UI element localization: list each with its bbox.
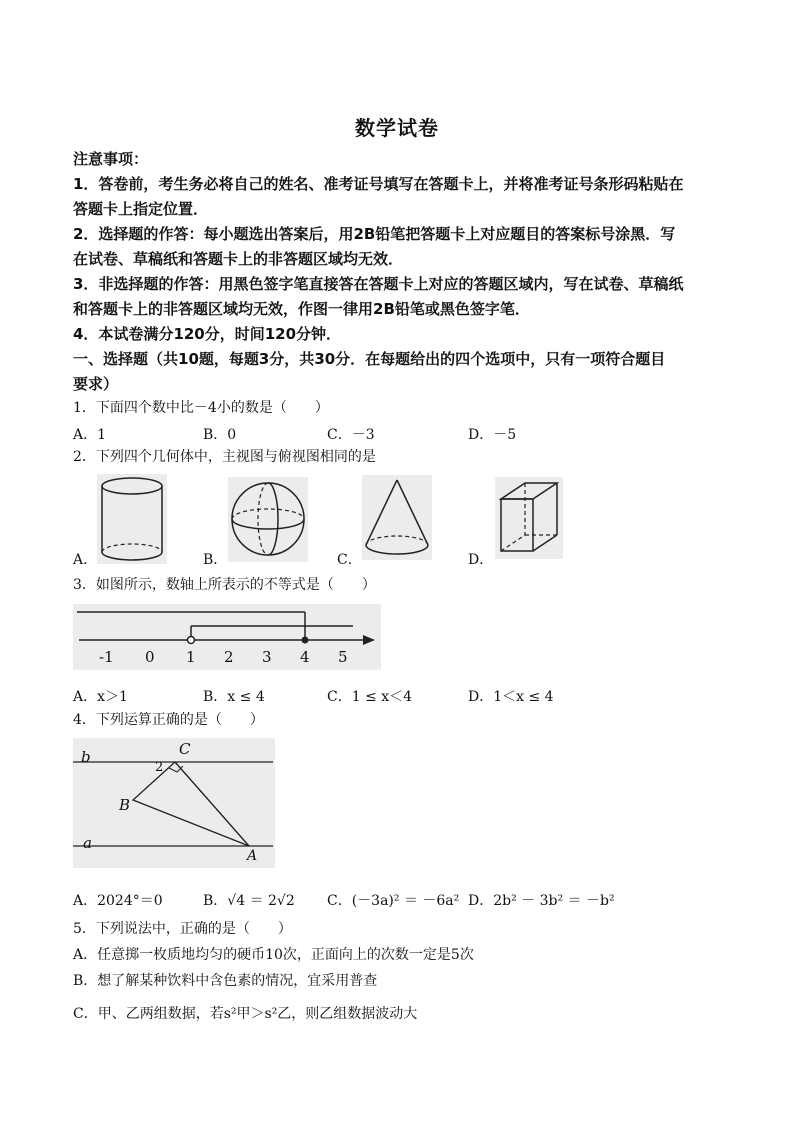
notice-line-3: 2．选择题的作答：每小题选出答案后，用2B铅笔把答题卡上对应题目的答案标号涂黑．写 xyxy=(73,225,676,243)
q4-option-d: D．2b² － 3b² ＝ －b² xyxy=(468,893,615,909)
label-b-vertex: B xyxy=(119,796,131,814)
triangle-figure xyxy=(73,738,275,868)
notice-line-4: 在试卷、草稿纸和答题卡上的非答题区域均无效． xyxy=(73,250,404,268)
q1-option-c: C．－3 xyxy=(327,427,375,443)
section-heading-line-2: 要求） xyxy=(73,375,119,393)
q4-option-b: B．√4 ＝ 2√2 xyxy=(203,893,295,909)
axis-tick-label: 0 xyxy=(145,648,155,666)
q2-option-b: B． xyxy=(203,552,228,568)
page-title: 数学试卷 xyxy=(355,116,439,140)
q2-stem: 2．下列四个几何体中，主视图与俯视图相同的是 xyxy=(73,449,376,465)
q1-option-d: D．－5 xyxy=(468,427,517,443)
q4-stem: 4．下列运算正确的是（ ） xyxy=(73,712,264,728)
axis-tick-label: 3 xyxy=(262,648,272,666)
axis-tick-label: 4 xyxy=(300,648,310,666)
label-a-line: a xyxy=(83,834,92,852)
q3-option-a: A．x＞1 xyxy=(73,689,128,705)
sphere-icon xyxy=(228,477,308,562)
q1-option-b: B．0 xyxy=(203,427,237,443)
axis-tick-label: 5 xyxy=(338,648,348,666)
cylinder-icon xyxy=(97,474,167,564)
q2-option-c: C． xyxy=(337,552,362,568)
q5-option-c: C．甲、乙两组数据，若s²甲＞s²乙，则乙组数据波动大 xyxy=(73,1006,418,1022)
notice-heading: 注意事项： xyxy=(73,150,149,168)
q3-option-b: B．x ≤ 4 xyxy=(203,689,265,705)
q5-stem: 5．下列说法中，正确的是（ ） xyxy=(73,921,292,937)
notice-line-1: 1．答卷前，考生务必将自己的姓名、准考证号填写在答题卡上，并将准考证号条形码粘贴在 xyxy=(73,175,684,193)
q4-option-a: A．2024°＝0 xyxy=(73,893,163,909)
notice-line-5: 3．非选择题的作答：用黑色签字笔直接答在答题卡上对应的答题区域内，写在试卷、草稿纸 xyxy=(73,275,684,293)
number-line-figure xyxy=(73,604,381,670)
notice-line-7: 4．本试卷满分120分，时间120分钟． xyxy=(73,325,342,343)
label-angle-2: 2 xyxy=(155,760,164,775)
axis-tick-label: 2 xyxy=(224,648,234,666)
notice-line-6: 和答题卡上的非答题区域均无效，作图一律用2B铅笔或黑色签字笔． xyxy=(73,300,530,318)
q3-stem: 3．如图所示，数轴上所表示的不等式是（ ） xyxy=(73,577,376,593)
q5-option-a: A．任意掷一枚质地均匀的硬币10次，正面向上的次数一定是5次 xyxy=(73,947,474,963)
q2-option-d: D． xyxy=(468,552,494,568)
q1-option-a: A．1 xyxy=(73,427,107,443)
section-heading-line-1: 一、选择题（共10题，每题3分，共30分．在每题给出的四个选项中，只有一项符合题目 xyxy=(73,350,666,368)
label-b: b xyxy=(81,748,91,766)
q2-option-a: A． xyxy=(73,552,98,568)
q5-option-b: B．想了解某种饮料中含色素的情况，宜采用普查 xyxy=(73,973,378,989)
axis-tick-label: -1 xyxy=(99,648,114,666)
label-a-vertex: A xyxy=(247,848,258,864)
q3-option-c: C．1 ≤ x＜4 xyxy=(327,689,413,705)
q1-stem: 1．下面四个数中比－4小的数是（ ） xyxy=(73,400,329,416)
label-c: C xyxy=(179,740,191,758)
q4-option-c: C．(－3a)² ＝ －6a² xyxy=(327,893,460,909)
axis-tick-label: 1 xyxy=(186,648,196,666)
prism-icon xyxy=(495,477,563,559)
cone-icon xyxy=(362,475,432,560)
q3-option-d: D．1＜x ≤ 4 xyxy=(468,689,554,705)
notice-line-2: 答题卡上指定位置． xyxy=(73,200,209,218)
